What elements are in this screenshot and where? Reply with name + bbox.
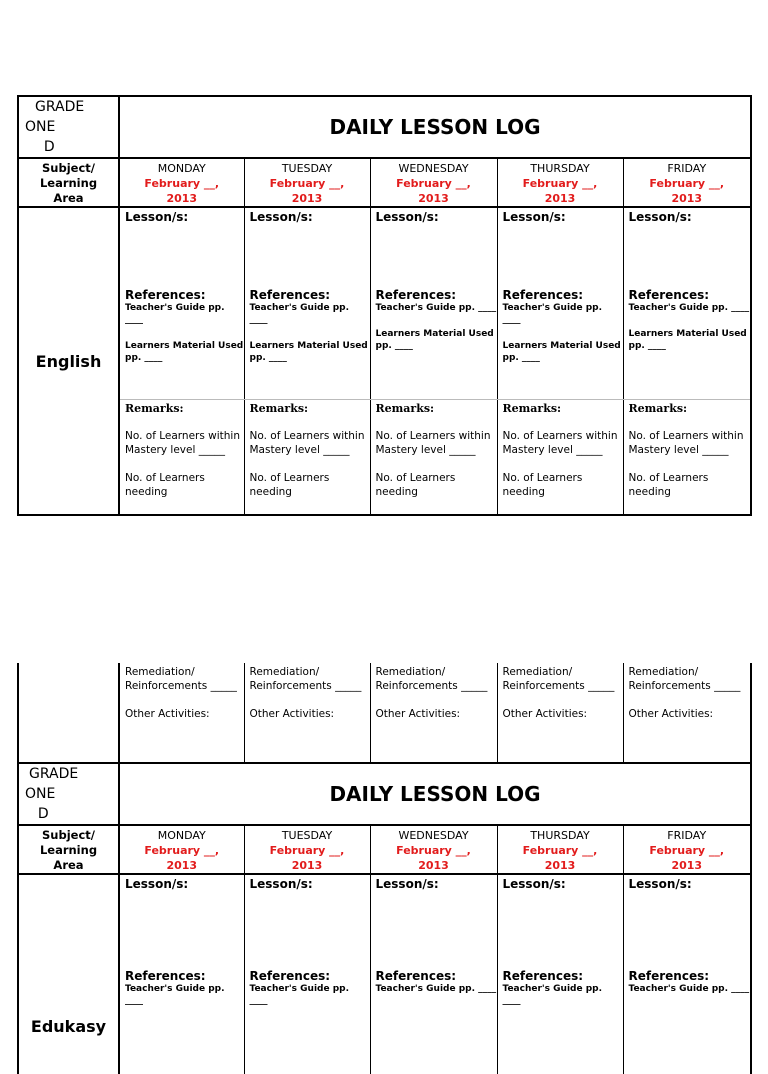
remediation-text: Remediation/ Reinforcements _____ xyxy=(125,666,237,692)
lesson-label: Lesson/s: xyxy=(628,210,692,224)
references-label: References: xyxy=(502,288,584,302)
date-line: February __, xyxy=(396,844,471,857)
date-year: 2013 xyxy=(544,859,576,872)
references-label: References: xyxy=(375,969,457,983)
date-line: February __, xyxy=(522,177,598,190)
day-header-thursday xyxy=(497,158,623,207)
date-line: February __, xyxy=(269,177,345,190)
teachers-guide-label: Teacher's Guide pp. ____ xyxy=(502,984,606,1006)
remediation-text: Remediation/ Reinforcements _____ xyxy=(502,666,615,692)
teachers-guide-label: Teacher's Guide pp. ____ xyxy=(125,303,228,325)
teachers-guide-label: Teacher's Guide pp. ____ xyxy=(502,303,606,325)
teachers-guide-label: Teacher's Guide pp. ____ xyxy=(125,984,228,1006)
mastery-text: No. of Learners within Mastery level _____ xyxy=(249,429,365,456)
mastery-text: No. of Learners within Mastery level _____ xyxy=(502,429,618,456)
lesson-label: Lesson/s: xyxy=(628,877,692,891)
learners-material-label: Learners Material Used pp. ____ xyxy=(375,329,497,351)
day-name: TUESDAY xyxy=(281,162,333,175)
references-label: References: xyxy=(628,288,710,302)
lesson-cell xyxy=(623,207,751,399)
day-header-friday xyxy=(623,158,751,207)
subject-header-line: Area xyxy=(53,191,84,205)
date-line: February __, xyxy=(649,177,725,190)
teachers-guide-label: Teacher's Guide pp. ____ xyxy=(375,303,497,313)
references-label: References: xyxy=(375,288,457,302)
date-year: 2013 xyxy=(671,859,703,872)
grade-line: D xyxy=(35,139,55,155)
day-name: WEDNESDAY xyxy=(398,162,469,175)
date-year: 2013 xyxy=(291,859,323,872)
subject-header xyxy=(18,158,119,207)
day-name: FRIDAY xyxy=(667,162,707,175)
grade-line: GRADE xyxy=(29,766,79,782)
subject-header-line: Learning xyxy=(39,843,98,857)
day-header-thursday xyxy=(497,825,623,874)
other-activities-label: Other Activities: xyxy=(249,708,335,720)
date-year: 2013 xyxy=(544,192,576,205)
remediation-text: Remediation/ Reinforcements _____ xyxy=(375,666,488,692)
teachers-guide-label: Teacher's Guide pp. ____ xyxy=(249,303,353,325)
day-header-wednesday xyxy=(370,825,497,874)
teachers-guide-label: Teacher's Guide pp. ____ xyxy=(628,984,750,994)
subject-header-line: Learning xyxy=(39,176,98,190)
lesson-cell xyxy=(370,207,497,399)
grade-line: D xyxy=(29,806,49,822)
learners-material-label: Learners Material Used pp. ____ xyxy=(125,341,244,363)
date-line: February __, xyxy=(649,844,725,857)
day-header-tuesday xyxy=(244,825,370,874)
day-header-monday xyxy=(119,825,244,874)
lesson-label: Lesson/s: xyxy=(249,210,313,224)
day-name: MONDAY xyxy=(157,829,206,842)
page-title: DAILY LESSON LOG xyxy=(119,763,751,825)
lesson-cell xyxy=(370,874,497,1074)
lesson-cell xyxy=(623,874,751,1074)
subject-header-line: Area xyxy=(53,858,84,872)
subject-name: Edukasy xyxy=(30,1017,107,1036)
day-name: THURSDAY xyxy=(530,829,590,842)
needing-text: No. of Learners needing xyxy=(249,471,333,498)
learners-material-label: Learners Material Used pp. ____ xyxy=(502,341,624,363)
remarks-label: Remarks: xyxy=(628,401,688,415)
other-activities-label: Other Activities: xyxy=(628,708,714,720)
lesson-cell xyxy=(497,874,623,1074)
teachers-guide-label: Teacher's Guide pp. ____ xyxy=(628,303,750,313)
remarks-cell xyxy=(244,399,370,515)
references-label: References: xyxy=(502,969,584,983)
lesson-cell xyxy=(119,874,244,1074)
remarks-cell xyxy=(623,399,751,515)
day-name: FRIDAY xyxy=(667,829,707,842)
date-line: February __, xyxy=(396,177,471,190)
continuation-blank-cell xyxy=(18,663,119,763)
date-year: 2013 xyxy=(418,859,449,872)
remarks-label: Remarks: xyxy=(249,401,309,415)
remarks-cell xyxy=(370,399,497,515)
day-header-wednesday xyxy=(370,158,497,207)
lesson-label: Lesson/s: xyxy=(125,877,189,891)
other-activities-label: Other Activities: xyxy=(125,708,210,720)
lesson-label: Lesson/s: xyxy=(502,210,566,224)
grade-label xyxy=(18,763,119,825)
day-header-monday xyxy=(119,158,244,207)
date-line: February __, xyxy=(144,844,220,857)
date-year: 2013 xyxy=(166,192,198,205)
day-name: MONDAY xyxy=(157,162,206,175)
remediation-cell xyxy=(244,663,370,763)
lesson-cell xyxy=(119,207,244,399)
day-name: THURSDAY xyxy=(530,162,590,175)
lesson-cell xyxy=(244,874,370,1074)
lesson-cell xyxy=(244,207,370,399)
lesson-cell xyxy=(497,207,623,399)
remarks-label: Remarks: xyxy=(125,401,184,415)
grade-line: GRADE xyxy=(35,99,85,115)
references-label: References: xyxy=(249,969,331,983)
other-activities-label: Other Activities: xyxy=(375,708,461,720)
remediation-text: Remediation/ Reinforcements _____ xyxy=(249,666,362,692)
teachers-guide-label: Teacher's Guide pp. ____ xyxy=(375,984,497,994)
needing-text: No. of Learners needing xyxy=(375,471,459,498)
needing-text: No. of Learners needing xyxy=(502,471,586,498)
other-activities-label: Other Activities: xyxy=(502,708,588,720)
remediation-cell xyxy=(370,663,497,763)
lesson-label: Lesson/s: xyxy=(502,877,566,891)
date-year: 2013 xyxy=(671,192,703,205)
teachers-guide-label: Teacher's Guide pp. ____ xyxy=(249,984,353,1006)
needing-text: No. of Learners needing xyxy=(628,471,712,498)
grade-line: ONE xyxy=(25,119,56,135)
date-year: 2013 xyxy=(418,192,449,205)
remarks-label: Remarks: xyxy=(502,401,562,415)
mastery-text: No. of Learners within Mastery level _____ xyxy=(628,429,744,456)
learners-material-label: Learners Material Used pp. ____ xyxy=(628,329,750,351)
subject-header xyxy=(18,825,119,874)
lesson-label: Lesson/s: xyxy=(125,210,189,224)
lesson-label: Lesson/s: xyxy=(375,210,439,224)
lesson-label: Lesson/s: xyxy=(375,877,439,891)
references-label: References: xyxy=(249,288,331,302)
subject-edukasyon xyxy=(18,874,119,1074)
grade-line: ONE xyxy=(25,786,56,802)
day-name: WEDNESDAY xyxy=(398,829,469,842)
references-label: References: xyxy=(125,969,206,983)
date-line: February __, xyxy=(522,844,598,857)
lesson-log-table-1 xyxy=(17,95,752,516)
day-header-friday xyxy=(623,825,751,874)
day-name: TUESDAY xyxy=(281,829,333,842)
remediation-cell xyxy=(119,663,244,763)
needing-text: No. of Learners needing xyxy=(125,471,209,498)
grade-label xyxy=(18,96,119,158)
mastery-text: No. of Learners within Mastery level _____ xyxy=(125,429,241,456)
date-line: February __, xyxy=(269,844,345,857)
lesson-label: Lesson/s: xyxy=(249,877,313,891)
remediation-cell xyxy=(623,663,751,763)
remediation-text: Remediation/ Reinforcements _____ xyxy=(628,666,741,692)
remarks-label: Remarks: xyxy=(375,401,435,415)
date-year: 2013 xyxy=(166,859,198,872)
day-header-tuesday xyxy=(244,158,370,207)
remarks-cell xyxy=(119,399,244,515)
subject-header-line: Subject/ xyxy=(42,828,95,842)
date-line: February __, xyxy=(144,177,220,190)
remediation-cell xyxy=(497,663,623,763)
mastery-text: No. of Learners within Mastery level _____ xyxy=(375,429,491,456)
references-label: References: xyxy=(125,288,206,302)
date-year: 2013 xyxy=(291,192,323,205)
learners-material-label: Learners Material Used pp. ____ xyxy=(249,341,371,363)
subject-english: English xyxy=(18,207,119,515)
lesson-log-table-2 xyxy=(17,663,752,1074)
references-label: References: xyxy=(628,969,710,983)
page-title: DAILY LESSON LOG xyxy=(119,96,751,158)
remarks-cell xyxy=(497,399,623,515)
subject-header-line: Subject/ xyxy=(42,161,95,175)
